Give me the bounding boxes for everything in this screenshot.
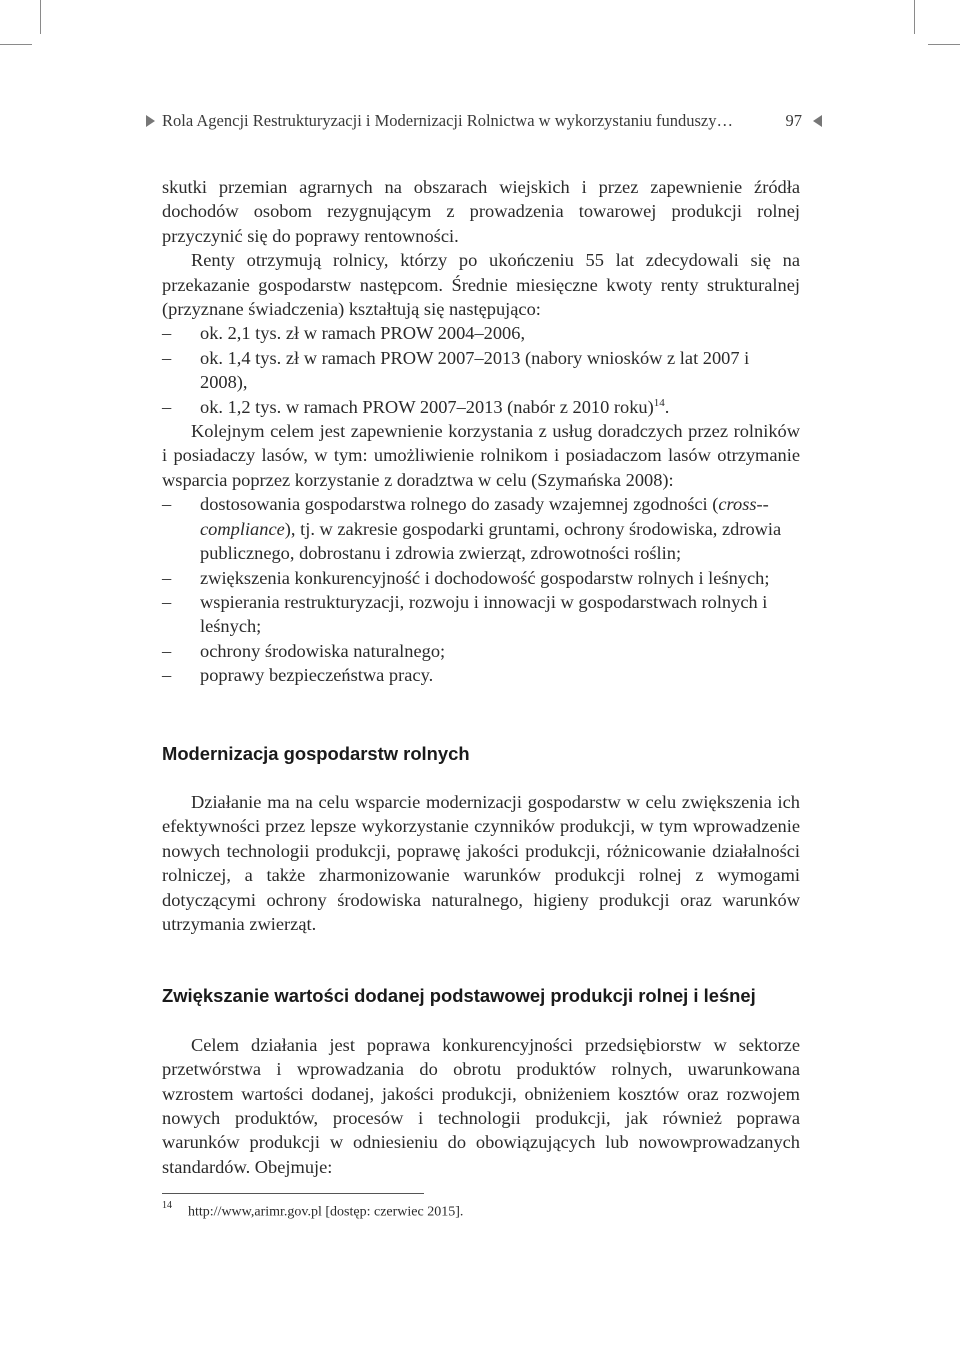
section-heading: Modernizacja gospodarstw rolnych [162,742,470,764]
continuation-paragraph: skutki przemian agrarnych na obszarach wiejskich i przez zapewnienie źródła dochodów osobom rezygnującym z prowadzenia towarowej produkcji rolnej przyczynić się do poprawy rentowności. [162,177,800,246]
list-item: – ok. 1,4 tys. zł w ramach PROW 2007–2013 (nabory wniosków z lat 2007 i 2008), [162,346,800,395]
advisory-paragraph: Kolejnym celem jest zapewnienie korzystania z usług doradczych przez rolników i posiadaczy lasów, w tym: umożliwienie rolnikom i posiadaczom lasów otrzymanie wsparcia poprzez korzystanie z doradztwa w celu (Szymańska 2008): [162,421,800,490]
footnote-reference: 14 [653,396,665,409]
running-header [146,111,822,133]
amounts-list [162,321,800,419]
list-item-term: cross--compliance [200,494,769,539]
crop-mark [40,0,41,34]
section-heading: Zwiększanie wartości dodanej podstawowej produkcji rolnej i leśnej [162,985,756,1007]
footnote-number: 14 [162,1200,172,1211]
footnote [162,1199,463,1222]
triangle-right-icon [146,115,155,127]
list-item: – zwiększenia konkurencyjność i dochodowość gospodarstw rolnych i leśnych; [162,566,800,590]
crop-mark [928,44,960,45]
wartosc-paragraph: Celem działania jest poprawa konkurencyjności przedsiębiorstw w sektorze przetwórstwa i wprowadzania do obrotu produktów rolnych, uwarunkowana wzrostem wartości dodanej, jakości produkcji, obniżeniem kosztów oraz rozwojem nowych produktów, procesów i technologii produkcji, jak również poprawa warunków produkcji w odniesieniu do obowiązujących lub nowowprowadzanych standardów. Obejmuje: [162,1034,800,1177]
goals-list [162,492,800,687]
list-item [162,395,800,419]
list-item-text: ok. 1,2 tys. w ramach PROW 2007–2013 (nabór z 2010 roku) [200,396,654,417]
running-title: Rola Agencji Restrukturyzacji i Modernizacji Rolnictwa w wykorzystaniu funduszy… [162,111,733,130]
list-item-text: dostosowania gospodarstwa rolnego do zasady wzajemnej zgodności ( [200,494,719,515]
triangle-left-icon [813,115,822,127]
modernizacja-paragraph: Działanie ma na celu wsparcie modernizacji gospodarstw w celu zwiększenia ich efektywności przez lepsze wykorzystanie czynników produkcji, w tym wprowadzenie nowych technologii produkcji, poprawę jakości produkcji, różnicowanie działalności rolniczej, a także zharmonizowanie warunków produkcji rolnej z wymogami dotyczącymi ochrony środowiska naturalnego, higieny produkcji oraz warunków utrzymania zwierząt. [162,791,800,934]
list-item: – ok. 2,1 tys. zł w ramach PROW 2004–2006, [162,321,800,345]
list-item [162,492,800,565]
list-item: – wspierania restrukturyzacji, rozwoju i innowacji w gospodarstwach rolnych i leśnych; [162,590,800,639]
page-number: 97 [785,111,802,130]
list-item-text: ), tj. w zakresie gospodarki gruntami, ochrony środowiska, zdrowia publicznego, dobrostanu i zdrowia zwierząt, zdrowotności roślin; [200,518,782,564]
crop-mark [914,0,915,34]
list-item: – ochrony środowiska naturalnego; [162,639,800,663]
footnote-text: http://www,arimr.gov.pl [dostęp: czerwiec 2015]. [188,1204,464,1220]
renty-paragraph: Renty otrzymują rolnicy, którzy po ukończeniu 55 lat zdecydowali się na przekazanie gospodarstw następcom. Średnie miesięczne kwoty renty strukturalnej (przyznane świadczenia) kształtują się następująco: [162,250,800,320]
list-item-end: . [664,396,670,417]
footnote-rule [162,1193,424,1194]
page-body [162,175,800,1179]
crop-mark [0,44,32,45]
list-item: – poprawy bezpieczeństwa pracy. [162,663,800,687]
